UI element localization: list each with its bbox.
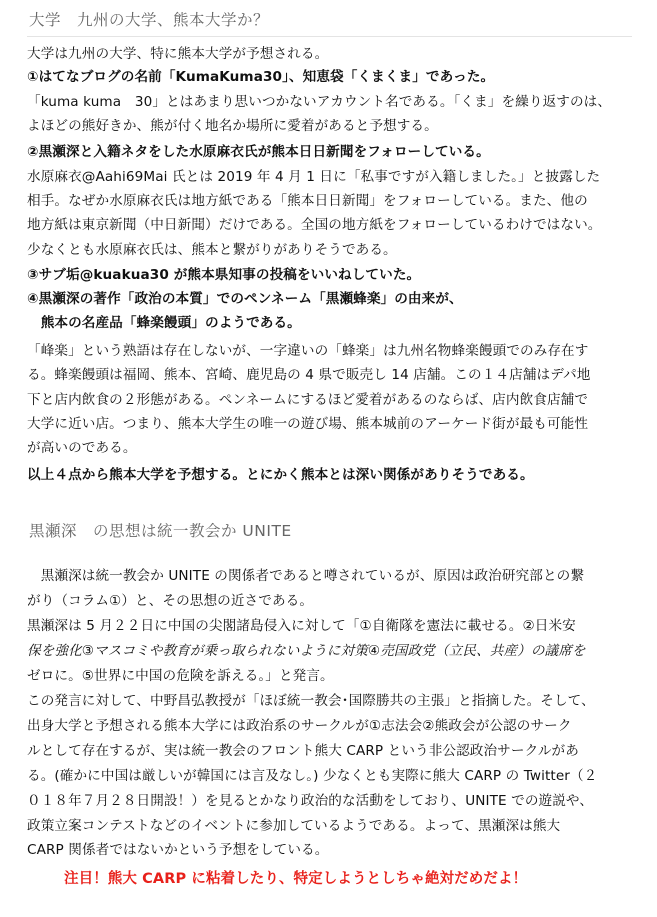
paragraph-line: がり（コラム①）と、その思想の近さである。: [27, 593, 314, 609]
paragraph-line: ０１８年７月２８日開設！）を見るとかなり政治的な活動をしており、UNITE での遊説や、: [27, 793, 594, 809]
paragraph-line: る。蜂楽饅頭は福岡、熊本、宮崎、鹿児島の 4 県で販売し 14 店舗。この１４店舗はデパ地: [27, 367, 591, 383]
point-3-heading: ③サブ垢@kuakua30 が熊本県知事の投稿をいいねしていた。: [27, 267, 421, 283]
paragraph-line: よほどの熊好きか、熊が付く地名か場所に愛着があると予想する。: [27, 118, 438, 134]
section-1-conclusion: 以上４点から熊本大学を予想する。とにかく熊本とは深い関係がありそうである。: [27, 467, 534, 483]
point-4-heading: ④黒瀬深の著作「政治の本質」でのペンネーム「黒瀬蜂楽」の由来が、: [27, 291, 463, 307]
paragraph-line: 「峰楽」という熟語は存在しないが、一字違いの「蜂楽」は九州名物蜂楽饅頭でのみ存在す: [27, 343, 589, 359]
paragraph-line: 出身大学と予想される熊本大学には政治系のサークルが①志法会②熊政会が公認のサーク: [27, 718, 572, 734]
section-title-university: 大学 九州の大学、熊本大学か？: [29, 11, 270, 29]
paragraph-line: 地方紙は東京新聞（中日新聞）だけである。全国の地方紙をフォローしているわけではない。: [27, 217, 602, 233]
paragraph-line: 黒瀬深は統一教会か UNITE の関係者であると噂されているが、原因は政治研究部との繋: [27, 568, 585, 584]
paragraph-line: CARP 関係者ではないかという予想をしている。: [27, 842, 329, 858]
point-2-heading: ②黒瀬深と入籍ネタをした水原麻衣氏が熊本日日新聞をフォローしている。: [27, 144, 490, 160]
paragraph-line: 下と店内飲食の２形態がある。ペンネームにするほど愛着があるのならば、店内飲食店舗で: [27, 392, 589, 408]
paragraph-line: 「kuma kuma 30」とはあまり思いつかないアカウント名である。「くま」を繰り返すのは、: [27, 94, 612, 110]
paragraph-line: 相手。なぜか水原麻衣氏は地方紙である「熊本日日新聞」をフォローしている。また、他の: [27, 193, 588, 209]
paragraph-line: 保を強化③マスコミや教育が乗っ取られないように対策④売国政党（立民、共産）の議席を: [27, 643, 586, 659]
section-title-ideology: 黒瀬深 の思想は統一教会か UNITE: [29, 522, 292, 540]
warning-notice: 注目！熊大 CARP に粘着したり、特定しようとしちゃ絶対だめだよ！: [64, 871, 528, 887]
paragraph-line: 政策立案コンテストなどのイベントに参加しているようである。よって、黒瀬深は熊大: [27, 818, 561, 834]
paragraph-line: この発言に対して、中野昌弘教授が「ほぼ統一教会･国際勝共の主張」と指摘した。そして、: [27, 693, 595, 709]
point-1-heading: ①はてなブログの名前「KumaKuma30」、知恵袋「くまくま」であった。: [27, 69, 495, 85]
paragraph-line: ゼロに。⑤世界に中国の危険を訴える。」と発言。: [27, 668, 334, 684]
paragraph-line: 少なくとも水原麻衣氏は、熊本と繋がりがありそうである。: [27, 242, 397, 258]
paragraph-line: ルとして存在するが、実は統一教会のフロント熊大 CARP という非公認政治サークルがあ: [27, 743, 579, 759]
paragraph-line: 黒瀬深は 5 月２２日に中国の尖閣諸島侵入に対して「①自衛隊を憲法に載せる。②日米安: [27, 618, 576, 634]
paragraph-line: 水原麻衣@Aahi69Mai 氏とは 2019 年 4 月 1 日に「私事ですが入籍しました。」と披露した: [27, 169, 601, 185]
paragraph-line: る。(確かに中国は厳しいが韓国には言及なし。) 少なくとも実際に熊大 CARP の Twitter（２: [27, 768, 598, 784]
section-divider: [27, 36, 632, 37]
paragraph-line: 大学に近い店。つまり、熊本大学生の唯一の遊び場、熊本城前のアーケード街が最も可能性: [27, 416, 589, 432]
paragraph-line: 大学は九州の大学、特に熊本大学が予想される。: [27, 46, 329, 62]
paragraph-line: が高いのである。: [27, 440, 137, 456]
point-4-heading-cont: 熊本の名産品「蜂楽饅頭」のようである。: [27, 315, 301, 331]
